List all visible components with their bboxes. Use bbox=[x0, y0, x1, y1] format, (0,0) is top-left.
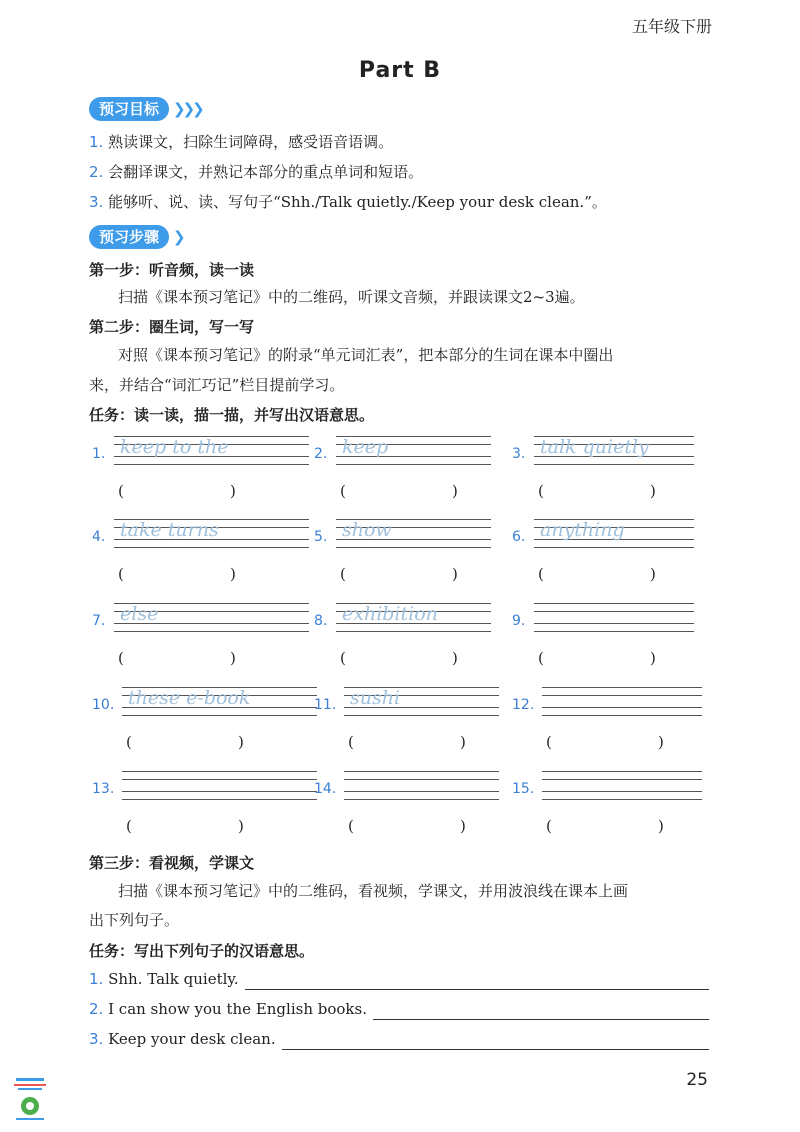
vocab-number: 5. bbox=[314, 529, 328, 545]
writing-guide-line bbox=[534, 547, 694, 548]
writing-guide-line bbox=[336, 547, 491, 548]
vocab-number: 11. bbox=[314, 697, 337, 713]
meaning-paren-close: ) bbox=[650, 482, 656, 500]
trace-word[interactable]: show bbox=[342, 519, 392, 541]
meaning-paren-open: ( bbox=[340, 482, 346, 500]
goals-badge: 预习目标 bbox=[89, 97, 169, 121]
step3-text-line1: 扫描《课本预习笔记》中的二维码，看视频，学课文，并用波浪线在课本上画 bbox=[118, 882, 629, 900]
writing-guide-line bbox=[534, 623, 694, 624]
sentence-text: I can show you the English books. bbox=[108, 1000, 367, 1018]
vocab-number: 8. bbox=[314, 613, 328, 629]
step2-title: 第二步：圈生词，写一写 bbox=[89, 318, 255, 336]
step3-text-line2: 出下列句子。 bbox=[89, 911, 180, 929]
meaning-blank[interactable] bbox=[130, 482, 230, 502]
meaning-paren-open: ( bbox=[118, 482, 124, 500]
writing-guide-line bbox=[122, 779, 317, 780]
meaning-paren-open: ( bbox=[126, 817, 132, 835]
goal-item: 3. 能够听、说、读、写句子“Shh./Talk quietly./Keep your desk clean.”。 bbox=[89, 193, 607, 211]
sentence-row: 1. Shh. Talk quietly. bbox=[89, 968, 709, 990]
step3-title: 第三步：看视频，学课文 bbox=[89, 854, 255, 872]
writing-guide-line bbox=[122, 715, 317, 716]
vocab-number: 13. bbox=[92, 781, 115, 797]
sentence-row: 2. I can show you the English books. bbox=[89, 998, 709, 1020]
writing-guide-line bbox=[542, 771, 702, 772]
sentence-text: Shh. Talk quietly. bbox=[108, 970, 239, 988]
meaning-paren-open: ( bbox=[538, 565, 544, 583]
meaning-paren-open: ( bbox=[538, 649, 544, 667]
answer-line[interactable] bbox=[282, 1033, 709, 1050]
writing-guide-line bbox=[122, 771, 317, 772]
meaning-paren-open: ( bbox=[538, 482, 544, 500]
meaning-blank[interactable] bbox=[352, 649, 452, 669]
step2-text-line1: 对照《课本预习笔记》的附录“单元词汇表”，把本部分的生词在课本中圈出 bbox=[118, 346, 614, 364]
vocab-number: 14. bbox=[314, 781, 337, 797]
page-title: Part B bbox=[358, 58, 442, 83]
vocab-number: 1. bbox=[92, 446, 106, 462]
sentence-text: Keep your desk clean. bbox=[108, 1030, 276, 1048]
writing-guide-line bbox=[114, 631, 309, 632]
meaning-paren-close: ) bbox=[658, 733, 664, 751]
vocab-number: 9. bbox=[512, 613, 526, 629]
writing-guide-line bbox=[542, 687, 702, 688]
meaning-blank[interactable] bbox=[550, 482, 650, 502]
meaning-paren-close: ) bbox=[230, 482, 236, 500]
writing-guide-line bbox=[534, 631, 694, 632]
meaning-blank[interactable] bbox=[130, 565, 230, 585]
meaning-paren-open: ( bbox=[118, 649, 124, 667]
trace-word[interactable]: anything bbox=[540, 519, 625, 541]
meaning-paren-close: ) bbox=[650, 565, 656, 583]
meaning-paren-close: ) bbox=[452, 565, 458, 583]
meaning-paren-close: ) bbox=[460, 733, 466, 751]
meaning-paren-close: ) bbox=[230, 565, 236, 583]
meaning-blank[interactable] bbox=[130, 649, 230, 669]
goal-item: 2. 会翻译课文，并熟记本部分的重点单词和短语。 bbox=[89, 163, 424, 181]
trace-word[interactable]: keep bbox=[342, 436, 389, 458]
vocab-number: 15. bbox=[512, 781, 535, 797]
meaning-blank[interactable] bbox=[360, 733, 460, 753]
trace-word[interactable]: take turns bbox=[120, 519, 219, 541]
meaning-paren-open: ( bbox=[126, 733, 132, 751]
meaning-paren-close: ) bbox=[452, 649, 458, 667]
writing-guide-line bbox=[122, 791, 317, 792]
meaning-paren-close: ) bbox=[452, 482, 458, 500]
meaning-paren-open: ( bbox=[348, 817, 354, 835]
steps-badge: 预习步骤 bbox=[89, 225, 169, 249]
trace-word[interactable]: these e-book bbox=[128, 687, 251, 709]
writing-guide-line bbox=[114, 547, 309, 548]
answer-line[interactable] bbox=[245, 973, 709, 990]
step1-text: 扫描《课本预习笔记》中的二维码，听课文音频，并跟读课文2~3遍。 bbox=[118, 288, 585, 306]
writing-guide-line bbox=[336, 464, 491, 465]
goals-heading bbox=[89, 97, 202, 121]
meaning-paren-close: ) bbox=[650, 649, 656, 667]
writing-guide-line bbox=[336, 631, 491, 632]
trace-word[interactable]: else bbox=[120, 603, 159, 625]
meaning-paren-close: ) bbox=[238, 733, 244, 751]
writing-guide-line bbox=[344, 779, 499, 780]
meaning-blank[interactable] bbox=[138, 733, 238, 753]
meaning-paren-open: ( bbox=[340, 565, 346, 583]
writing-guide-line bbox=[534, 603, 694, 604]
sentence-row: 3. Keep your desk clean. bbox=[89, 1028, 709, 1050]
vocab-number: 10. bbox=[92, 697, 115, 713]
writing-guide-line bbox=[344, 791, 499, 792]
trace-word[interactable]: sushi bbox=[350, 687, 401, 709]
answer-line[interactable] bbox=[373, 1003, 709, 1020]
goal-item: 1. 熟读课文，扫除生词障碍，感受语音语调。 bbox=[89, 133, 394, 151]
vocab-number: 4. bbox=[92, 529, 106, 545]
meaning-blank[interactable] bbox=[138, 817, 238, 837]
step2-text-line2: 来，并结合“词汇巧记”栏目提前学习。 bbox=[89, 376, 345, 394]
meaning-paren-open: ( bbox=[340, 649, 346, 667]
step2-task: 任务：读一读，描一描，并写出汉语意思。 bbox=[89, 406, 375, 424]
writing-guide-line bbox=[542, 715, 702, 716]
meaning-blank[interactable] bbox=[550, 565, 650, 585]
meaning-paren-close: ) bbox=[460, 817, 466, 835]
vocab-number: 12. bbox=[512, 697, 535, 713]
chevron-icon: ❯ bbox=[173, 228, 183, 246]
grade-label: 五年级下册 bbox=[631, 17, 712, 36]
trace-word[interactable]: exhibition bbox=[342, 603, 438, 625]
meaning-blank[interactable] bbox=[558, 817, 658, 837]
meaning-paren-open: ( bbox=[118, 565, 124, 583]
writing-guide-line bbox=[344, 771, 499, 772]
writing-guide-line bbox=[122, 799, 317, 800]
writing-guide-line bbox=[542, 695, 702, 696]
step1-title: 第一步：听音频，读一读 bbox=[89, 261, 255, 279]
meaning-blank[interactable] bbox=[558, 733, 658, 753]
writing-guide-line bbox=[534, 464, 694, 465]
writing-guide-line bbox=[542, 799, 702, 800]
trace-word[interactable]: talk quietly bbox=[540, 436, 649, 458]
writing-guide-line bbox=[542, 791, 702, 792]
meaning-paren-close: ) bbox=[238, 817, 244, 835]
double-chevron-icon: ❯❯❯ bbox=[173, 100, 202, 118]
writing-guide-line bbox=[542, 707, 702, 708]
meaning-paren-open: ( bbox=[348, 733, 354, 751]
meaning-blank[interactable] bbox=[550, 649, 650, 669]
vocab-number: 7. bbox=[92, 613, 106, 629]
meaning-blank[interactable] bbox=[360, 817, 460, 837]
vocab-number: 3. bbox=[512, 446, 526, 462]
trace-word[interactable]: keep to the bbox=[120, 436, 229, 458]
writing-guide-line bbox=[344, 799, 499, 800]
publisher-logo bbox=[10, 1076, 50, 1124]
vocab-number: 2. bbox=[314, 446, 328, 462]
writing-guide-line bbox=[534, 611, 694, 612]
meaning-blank[interactable] bbox=[352, 565, 452, 585]
meaning-paren-close: ) bbox=[230, 649, 236, 667]
writing-guide-line bbox=[542, 779, 702, 780]
page-number: 25 bbox=[686, 1070, 708, 1090]
meaning-blank[interactable] bbox=[352, 482, 452, 502]
writing-guide-line bbox=[344, 715, 499, 716]
meaning-paren-open: ( bbox=[546, 733, 552, 751]
vocab-number: 6. bbox=[512, 529, 526, 545]
steps-heading bbox=[89, 225, 183, 249]
writing-guide-line bbox=[114, 464, 309, 465]
step3-task: 任务：写出下列句子的汉语意思。 bbox=[89, 942, 315, 960]
meaning-paren-open: ( bbox=[546, 817, 552, 835]
meaning-paren-close: ) bbox=[658, 817, 664, 835]
